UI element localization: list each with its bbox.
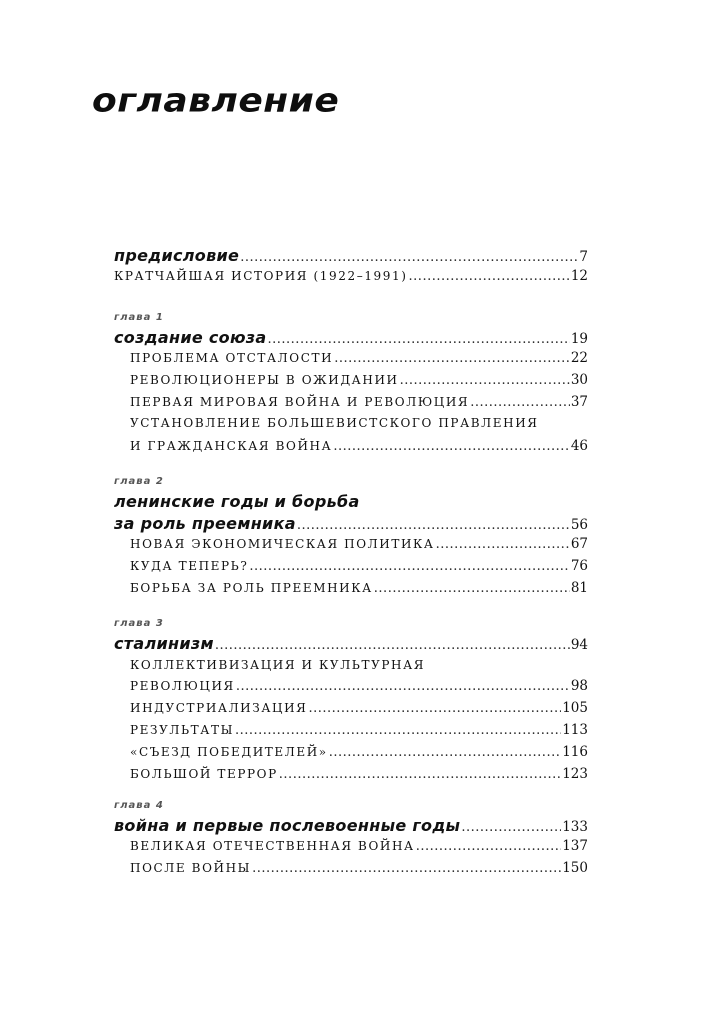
toc-subentry[interactable] bbox=[130, 558, 588, 580]
page-number: 37 bbox=[570, 394, 588, 410]
dot-leader bbox=[252, 861, 561, 876]
toc-subentry[interactable] bbox=[130, 372, 588, 394]
toc-subentry[interactable] bbox=[130, 394, 588, 416]
toc-subentry[interactable] bbox=[130, 722, 588, 744]
toc-subentry-line: УСТАНОВЛЕНИЕ БОЛЬШЕВИСТСКОГО ПРАВЛЕНИЯ bbox=[130, 416, 539, 430]
entry-title: КУДА ТЕПЕРЬ? bbox=[130, 559, 249, 573]
dot-leader bbox=[268, 332, 570, 347]
page-number: 116 bbox=[562, 744, 588, 760]
chapter-label: глава 3 bbox=[114, 618, 164, 629]
page-number: 46 bbox=[570, 438, 588, 454]
toc-subentry[interactable] bbox=[130, 580, 588, 602]
toc-entry-chapter-3[interactable] bbox=[114, 634, 588, 656]
chapter-title: ленинские годы и борьба bbox=[114, 492, 360, 511]
dot-leader bbox=[329, 745, 562, 760]
entry-title: РЕВОЛЮЦИОНЕРЫ В ОЖИДАНИИ bbox=[130, 373, 399, 387]
page-number: 81 bbox=[570, 580, 588, 596]
chapter-title: за роль преемника bbox=[114, 514, 296, 533]
toc-subentry[interactable] bbox=[130, 744, 588, 766]
chapter-title: сталинизм bbox=[114, 634, 214, 653]
page-number: 123 bbox=[562, 766, 588, 782]
dot-leader bbox=[334, 351, 570, 366]
dot-leader bbox=[333, 439, 569, 454]
page-number: 150 bbox=[562, 860, 588, 876]
page-number: 22 bbox=[570, 350, 588, 366]
dot-leader bbox=[470, 395, 570, 410]
entry-title: БОЛЬШОЙ ТЕРРОР bbox=[130, 767, 278, 781]
dot-leader bbox=[215, 638, 570, 653]
toc-entry-chapter-1[interactable] bbox=[114, 328, 588, 350]
dot-leader bbox=[308, 701, 561, 716]
page-number: 76 bbox=[570, 558, 588, 574]
entry-title: КРАТЧАЙШАЯ ИСТОРИЯ (1922–1991) bbox=[114, 269, 408, 283]
page-number: 98 bbox=[570, 678, 588, 694]
toc-subentry[interactable] bbox=[130, 536, 588, 558]
page-number: 30 bbox=[570, 372, 588, 388]
dot-leader bbox=[297, 518, 570, 533]
dot-leader bbox=[279, 767, 561, 782]
page-number: 94 bbox=[570, 637, 588, 653]
chapter-label: глава 1 bbox=[114, 312, 164, 323]
page-number: 12 bbox=[570, 268, 588, 284]
chapter-label: глава 2 bbox=[114, 476, 164, 487]
dot-leader bbox=[400, 373, 570, 388]
toc-entry-chapter-2[interactable] bbox=[114, 514, 588, 536]
toc-subentry[interactable] bbox=[130, 766, 588, 788]
entry-title: РЕЗУЛЬТАТЫ bbox=[130, 723, 234, 737]
entry-title: ПЕРВАЯ МИРОВАЯ ВОЙНА И РЕВОЛЮЦИЯ bbox=[130, 395, 470, 409]
page-number: 113 bbox=[562, 722, 588, 738]
page-number: 67 bbox=[570, 536, 588, 552]
entry-title: предисловие bbox=[114, 246, 240, 265]
entry-title: И ГРАЖДАНСКАЯ ВОЙНА bbox=[130, 439, 333, 453]
chapter-title: война и первые послевоенные годы bbox=[114, 816, 461, 835]
chapter-label: глава 4 bbox=[114, 800, 164, 811]
toc-subentry[interactable] bbox=[130, 678, 588, 700]
toc-subentry[interactable] bbox=[130, 700, 588, 722]
dot-leader bbox=[436, 537, 570, 552]
entry-title: НОВАЯ ЭКОНОМИЧЕСКАЯ ПОЛИТИКА bbox=[130, 537, 435, 551]
toc-subentry[interactable] bbox=[130, 838, 588, 860]
dot-leader bbox=[461, 820, 561, 835]
page-number: 137 bbox=[562, 838, 588, 854]
toc-entry-chapter-4[interactable] bbox=[114, 816, 588, 838]
dot-leader bbox=[240, 250, 578, 265]
dot-leader bbox=[249, 559, 569, 574]
toc-subentry[interactable] bbox=[130, 350, 588, 372]
chapter-title: создание союза bbox=[114, 328, 267, 347]
entry-title: ПРОБЛЕМА ОТСТАЛОСТИ bbox=[130, 351, 334, 365]
page-number: 56 bbox=[570, 517, 588, 533]
entry-title: ИНДУСТРИАЛИЗАЦИЯ bbox=[130, 701, 308, 715]
toc-entry-preface[interactable] bbox=[114, 246, 588, 268]
toc-subentry[interactable] bbox=[130, 860, 588, 882]
entry-title: «СЪЕЗД ПОБЕДИТЕЛЕЙ» bbox=[130, 745, 328, 759]
page-number: 105 bbox=[562, 700, 588, 716]
dot-leader bbox=[236, 679, 570, 694]
toc-subentry-line: КОЛЛЕКТИВИЗАЦИЯ И КУЛЬТУРНАЯ bbox=[130, 658, 426, 672]
entry-title: БОРЬБА ЗА РОЛЬ ПРЕЕМНИКА bbox=[130, 581, 373, 595]
entry-title: ПОСЛЕ ВОЙНЫ bbox=[130, 861, 252, 875]
toc-entry-history[interactable] bbox=[114, 268, 588, 290]
dot-leader bbox=[409, 269, 570, 284]
entry-title: ВЕЛИКАЯ ОТЕЧЕСТВЕННАЯ ВОЙНА bbox=[130, 839, 415, 853]
page-number: 7 bbox=[579, 249, 588, 265]
page-number: 133 bbox=[562, 819, 588, 835]
dot-leader bbox=[374, 581, 570, 596]
dot-leader bbox=[235, 723, 561, 738]
page-title: оглавление bbox=[92, 82, 340, 120]
dot-leader bbox=[416, 839, 561, 854]
toc-subentry[interactable] bbox=[130, 438, 588, 460]
entry-title: РЕВОЛЮЦИЯ bbox=[130, 679, 235, 693]
page-number: 19 bbox=[570, 331, 588, 347]
